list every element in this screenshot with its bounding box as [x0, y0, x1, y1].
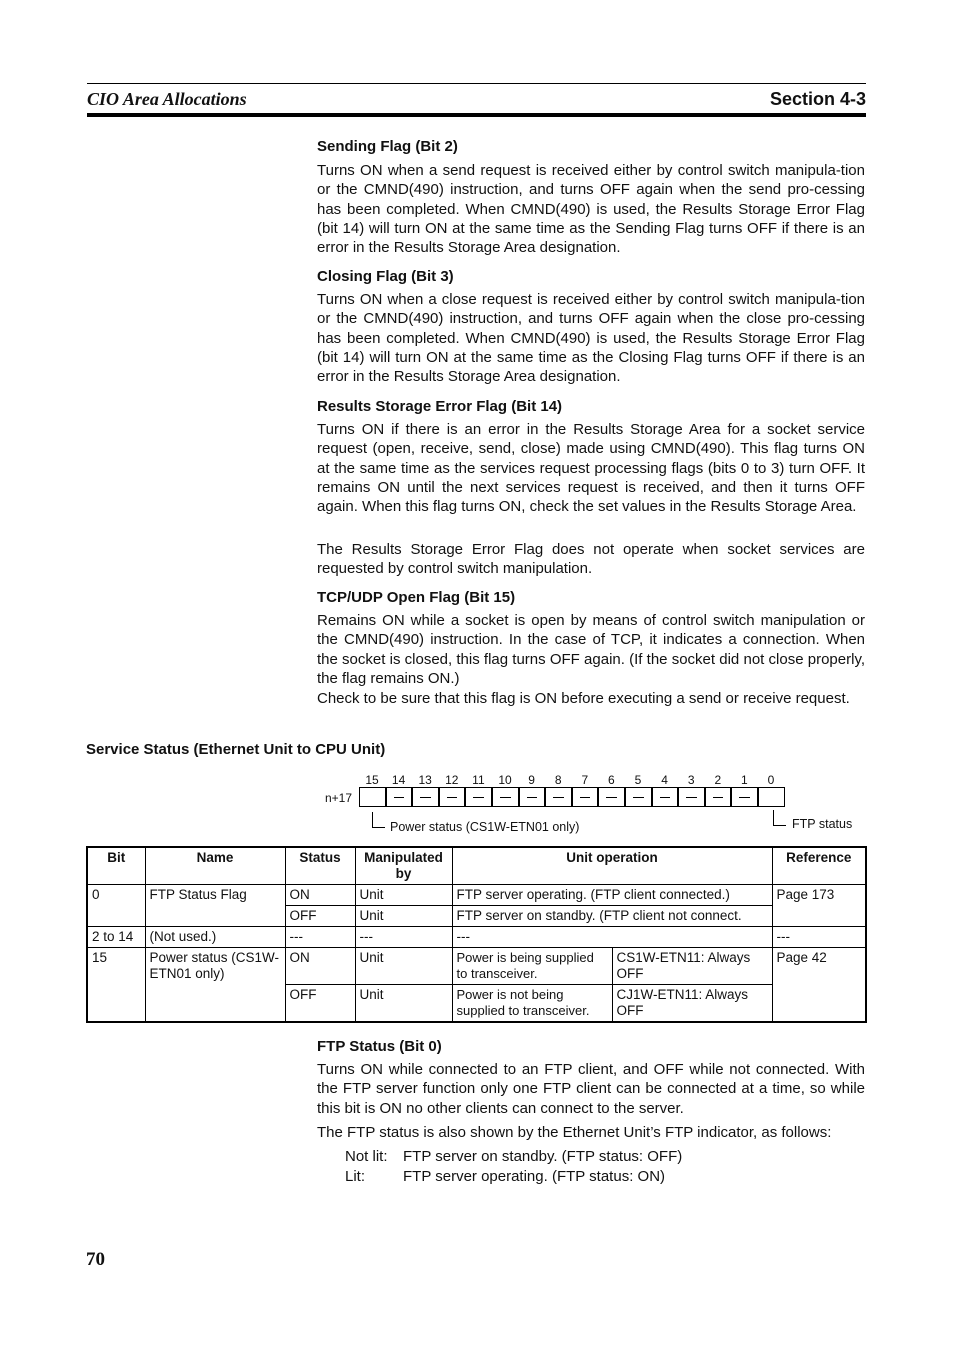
ftp-status-text-2: The FTP status is also shown by the Ethernet Unit’s FTP indicator, as follows:	[317, 1124, 832, 1141]
table-row	[87, 927, 866, 948]
bit-number-1: 1	[741, 773, 748, 787]
bit-cell-0	[758, 787, 785, 807]
ftp-status-text-1: Turns ON while connected to an FTP client, and OFF while not connected. With the FTP server function only one FTP client can be connected at a time, so while this bit is ON no other clients can connect to the server.	[317, 1061, 865, 1117]
cell-name: Power status (CS1W-ETN01 only)	[145, 948, 285, 1023]
results-storage-heading: Results Storage Error Flag (Bit 14)	[317, 398, 563, 415]
results-storage-text-2: The Results Storage Error Flag does not operate when socket services are requested by control switch manipulation.	[317, 541, 865, 578]
sending-flag-heading: Sending Flag (Bit 2)	[317, 138, 458, 155]
tcpudp-heading: TCP/UDP Open Flag (Bit 15)	[317, 589, 516, 606]
header-name: Name	[145, 847, 285, 885]
callout-right-line	[773, 810, 786, 826]
cell-reference: Page 42	[772, 948, 866, 1023]
cell-operation: ---	[452, 927, 772, 948]
cell-operation: Power is not being supplied to transceiver.	[452, 985, 612, 1023]
cell-manipulated: Unit	[355, 906, 452, 927]
bit-number-14: 14	[391, 773, 406, 787]
cell-manipulated: ---	[355, 927, 452, 948]
cell-name: FTP Status Flag	[145, 885, 285, 927]
tcpudp-text-2: Check to be sure that this flag is ON before executing a send or receive request.	[317, 690, 850, 707]
service-status-table	[86, 846, 867, 1023]
ftp-indicator-list	[345, 1147, 682, 1186]
bit-cell-8	[545, 787, 572, 807]
callout-ftp-status: FTP status	[792, 817, 853, 831]
callout-power-status: Power status (CS1W-ETN01 only)	[390, 820, 580, 834]
bit-number-9: 9	[528, 773, 535, 787]
cell-operation: FTP server operating. (FTP client connected.)	[452, 885, 772, 906]
cell-bit: 0	[87, 885, 145, 927]
cell-status: ON	[285, 885, 355, 906]
bit-cell-9	[519, 787, 546, 807]
cell-bit: 2 to 14	[87, 927, 145, 948]
cell-operation: Power is being supplied to transceiver.	[452, 948, 612, 985]
list-item: Not lit: FTP server on standby. (FTP status: OFF)	[345, 1148, 683, 1165]
cell-status: ---	[285, 927, 355, 948]
bit-cell-15	[359, 787, 386, 807]
bit-cell-10	[492, 787, 519, 807]
cell-operation-note: CJ1W-ETN11: Always OFF	[612, 985, 772, 1023]
running-header-section: Section 4-3	[769, 89, 866, 109]
bit-number-3: 3	[687, 773, 695, 787]
bit-cell-14	[386, 787, 413, 807]
header-manipulated-by: Manipulated by	[355, 847, 452, 885]
bit-cell-3	[678, 787, 705, 807]
bit-number-4: 4	[661, 773, 668, 787]
table-row	[87, 948, 866, 985]
cell-status: OFF	[285, 985, 355, 1023]
tcpudp-text-1: Remains ON while a socket is open by means of control switch manipulation or the CMND(490) instruction. In the case of TCP, it indicates a connection. When the socket is closed, this flag turns OFF again. (If the socket did not close properly, the flag remains ON.)	[317, 612, 865, 687]
bit-cell-12	[439, 787, 466, 807]
header-reference: Reference	[772, 847, 866, 885]
bit-number-2: 2	[714, 773, 722, 787]
bit-cell-6	[598, 787, 625, 807]
cell-operation: FTP server on standby. (FTP client not connect.	[452, 906, 772, 927]
page-number: 70	[86, 1249, 105, 1270]
cell-status: OFF	[285, 906, 355, 927]
cell-manipulated: Unit	[355, 885, 452, 906]
bit-cell-13	[412, 787, 439, 807]
bit-cell-7	[572, 787, 599, 807]
table-header-row	[87, 847, 866, 885]
bit-number-7: 7	[581, 773, 589, 787]
cell-manipulated: Unit	[355, 948, 452, 985]
cell-operation-note: CS1W-ETN11: Always OFF	[612, 948, 772, 985]
bit-cell-1	[731, 787, 758, 807]
bit-number-5: 5	[634, 773, 642, 787]
bit-cell-4	[652, 787, 679, 807]
header-bit: Bit	[87, 847, 145, 885]
bit-number-6: 6	[608, 773, 615, 787]
table-row	[87, 885, 866, 906]
word-label: n+17	[325, 791, 353, 805]
header-status: Status	[285, 847, 355, 885]
bit-cell-5	[625, 787, 652, 807]
bit-cell-11	[465, 787, 492, 807]
ftp-status-heading: FTP Status (Bit 0)	[317, 1038, 442, 1055]
bit-number-0: 0	[767, 773, 775, 787]
cell-bit: 15	[87, 948, 145, 1023]
header-top-rule	[87, 83, 866, 84]
list-item: Lit: FTP server operating. (FTP status: ON)	[345, 1167, 666, 1185]
results-storage-text-1: Turns ON if there is an error in the Results Storage Area for a socket service request (open, receive, send, close) made using CMND(490). This flag turns ON at the same time as the services request processing flags (bits 0 to 3) turn OFF. It remains ON until the next services request is received, and then it turns OFF again. When this flag turns ON, check the set values in the Results Storage Area.	[317, 421, 865, 516]
cell-manipulated: Unit	[355, 985, 452, 1023]
header-bottom-rule	[87, 113, 866, 117]
cell-name: (Not used.)	[145, 927, 285, 948]
running-header-title: CIO Area Allocations	[87, 89, 247, 109]
cell-reference: ---	[772, 927, 866, 948]
bit-number-15: 15	[365, 773, 379, 787]
closing-flag-heading: Closing Flag (Bit 3)	[317, 268, 454, 285]
bit-number-12: 12	[445, 773, 459, 787]
bit-number-13: 13	[418, 773, 432, 787]
bit-number-10: 10	[498, 773, 512, 787]
bit-number-8: 8	[554, 773, 562, 787]
bit-cell-2	[705, 787, 732, 807]
service-status-heading: Service Status (Ethernet Unit to CPU Unit)	[86, 741, 386, 758]
callout-left-line	[372, 812, 385, 828]
bit-number-11: 11	[472, 773, 485, 787]
cell-status: ON	[285, 948, 355, 985]
sending-flag-text: Turns ON when a send request is received either by control switch manipula-tion or the CMND(490) instruction, and turns OFF again when the send pro-cessing has been completed. When CMND(490) is used, the Results Storage Error Flag (bit 14) will turn ON at the same time as the Sending Flag turns OFF if there is an error in the Results Storage Area designation.	[317, 162, 865, 257]
cell-reference: Page 173	[772, 885, 866, 927]
header-unit-operation: Unit operation	[452, 847, 772, 885]
closing-flag-text: Turns ON when a close request is received either by control switch manipula-tion or the CMND(490) instruction, and turns OFF again when the close pro-cessing has been completed. When CMND(490) is used, the Results Storage Error Flag (bit 14) will turn ON at the same time as the Closing Flag turns OFF if there is an error in the Results Storage Area designation.	[317, 291, 865, 386]
